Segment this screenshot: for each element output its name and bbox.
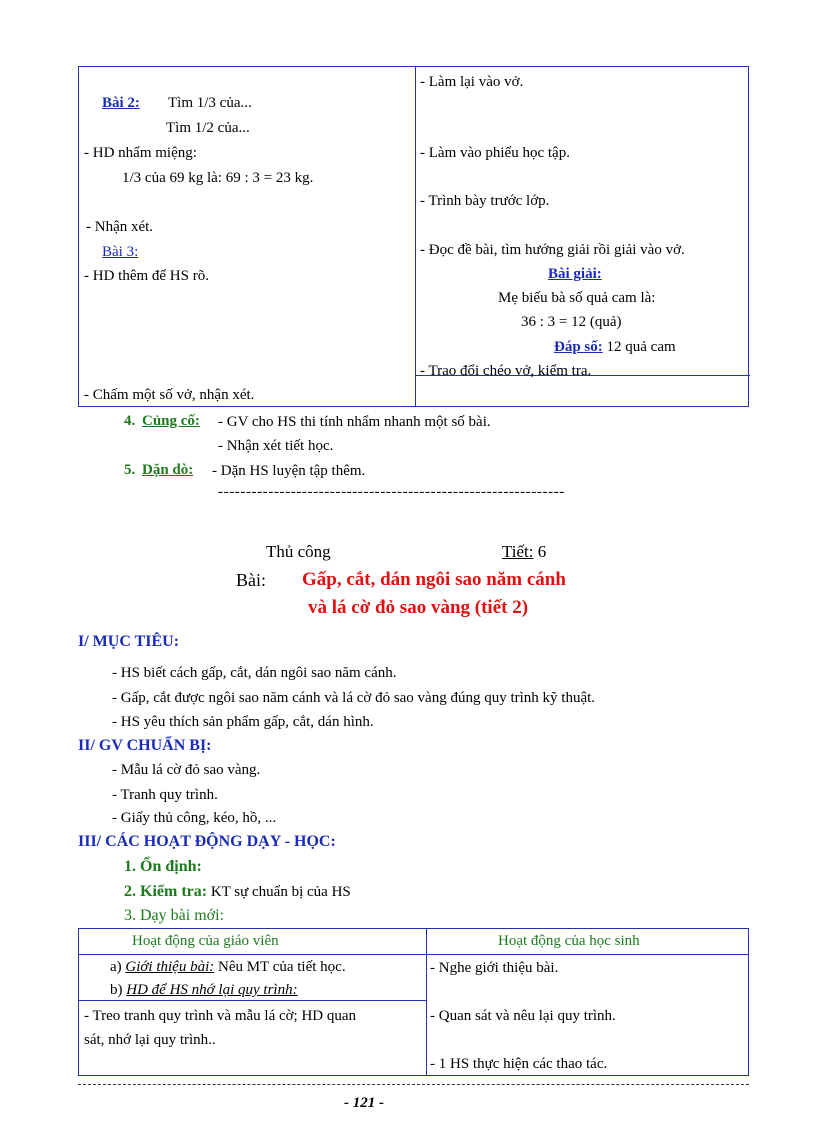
page-number: - 121 - <box>344 1095 384 1111</box>
recall-line <box>110 982 298 999</box>
hd-nham-mieng: - HD nhẩm miệng: <box>84 145 197 161</box>
student-activity-1: - Nghe giới thiệu bài. <box>430 960 559 976</box>
bai2-line1: Tìm 1/3 của... <box>168 95 252 111</box>
dap-so-value: 12 quả cam <box>602 339 676 355</box>
dan-do-number: 5. <box>124 462 136 478</box>
dashed-separator: -------------------------------------------------------------- <box>218 484 565 500</box>
bottom-activity-table <box>78 928 749 1076</box>
dan-do-label: Dặn dò: <box>142 462 194 478</box>
student-activity-3: - 1 HS thực hiện các thao tác. <box>430 1056 608 1072</box>
recall-prefix: b) <box>110 982 127 998</box>
objective-item: - HS yêu thích sản phẩm gấp, cắt, dán hình. <box>112 714 374 730</box>
student-activity-2: - Quan sát và nêu lại quy trình. <box>430 1008 616 1024</box>
cung-co-label: Củng cố: <box>142 413 200 429</box>
period-line <box>502 542 546 562</box>
calculation-line: 1/3 của 69 kg là: 69 : 3 = 23 kg. <box>122 170 314 186</box>
cham-vo: - Chấm một số vở, nhận xét. <box>84 387 255 403</box>
table-header-divider <box>79 954 748 955</box>
kiem-tra-value: KT sự chuẩn bị của HS <box>207 884 351 900</box>
trao-doi-cheo: - Trao đổi chéo vở, kiểm tra. <box>420 363 592 379</box>
dan-do-line1: - Dặn HS luyện tập thêm. <box>212 463 366 479</box>
subject-name: Thủ công <box>266 542 331 561</box>
lam-lai-vao-vo: - Làm lại vào vở. <box>420 74 524 90</box>
intro-line <box>110 959 346 976</box>
recall-label: HD để HS nhớ lại quy trình: <box>126 982 298 998</box>
me-bieu-line: Mẹ biếu bà số quả cam là: <box>498 290 656 306</box>
intro-text: Nêu MT của tiết học. <box>214 959 346 975</box>
footer-dashed-line <box>78 1084 749 1085</box>
bai2-label: Bài 2: <box>102 95 140 111</box>
kiem-tra-label: 2. Kiểm tra: <box>124 883 208 900</box>
intro-prefix: a) <box>110 959 126 975</box>
header-student: Hoạt động của học sinh <box>498 933 640 949</box>
section3-heading: III/ CÁC HOẠT ĐỘNG DẠY - HỌC: <box>78 833 336 850</box>
lesson-title-line1: Gấp, cắt, dán ngôi sao năm cánh <box>302 569 566 590</box>
doc-de-bai: - Đọc đề bài, tìm hướng giải rồi giải vào vở. <box>420 242 685 258</box>
intro-label: Giới thiệu bài: <box>125 959 215 975</box>
kiem-tra-line <box>124 883 351 901</box>
table-row-divider <box>79 1000 426 1001</box>
prep-item: - Giấy thủ công, kéo, hồ, ... <box>112 810 277 826</box>
period-value: 6 <box>533 542 547 561</box>
dap-so-line <box>554 339 676 356</box>
prep-item: - Tranh quy trình. <box>112 787 218 803</box>
dap-so-label: Đáp số: <box>554 339 603 355</box>
nhan-xet: - Nhận xét. <box>86 219 154 235</box>
teacher-activity-line2: sát, nhớ lại quy trình.. <box>84 1032 216 1048</box>
objective-item: - Gấp, cắt được ngôi sao năm cánh và lá cờ đỏ sao vàng đúng quy trình kỹ thuật. <box>112 690 596 706</box>
prep-item: - Mẫu lá cờ đỏ sao vàng. <box>112 762 261 778</box>
day-bai-moi: 3. Dạy bài mới: <box>124 907 224 924</box>
period-label: Tiết: <box>502 542 534 561</box>
section2-heading: II/ GV CHUẨN BỊ: <box>78 737 212 754</box>
objective-item: - HS biết cách gấp, cắt, dán ngôi sao năm cánh. <box>112 665 397 681</box>
header-teacher: Hoạt động của giáo viên <box>132 933 279 949</box>
cung-co-line1: - GV cho HS thi tính nhẩm nhanh một số bài. <box>218 414 491 430</box>
phep-chia-line: 36 : 3 = 12 (quả) <box>521 314 622 330</box>
cung-co-line2: - Nhận xét tiết học. <box>218 438 334 454</box>
table-column-divider <box>426 929 427 1075</box>
teacher-activity-line1: - Treo tranh quy trình và mẫu lá cờ; HD quan <box>84 1008 357 1024</box>
trinh-bay-truoc-lop: - Trình bày trước lớp. <box>420 193 550 209</box>
section1-heading: I/ MỤC TIÊU: <box>78 633 180 650</box>
hd-them: - HD thêm để HS rõ. <box>84 268 209 284</box>
lesson-title-line2: và lá cờ đỏ sao vàng (tiết 2) <box>308 597 529 618</box>
bai2-line2: Tìm 1/2 của... <box>166 120 250 136</box>
lam-phieu-hoc-tap: - Làm vào phiếu học tập. <box>420 145 570 161</box>
on-dinh: 1. Ổn định: <box>124 858 202 875</box>
table-column-divider <box>415 67 416 406</box>
bai-label: Bài: <box>236 570 266 590</box>
bai-giai-heading: Bài giải: <box>548 266 602 282</box>
cung-co-number: 4. <box>124 413 136 429</box>
bai3-label: Bài 3: <box>102 244 139 260</box>
